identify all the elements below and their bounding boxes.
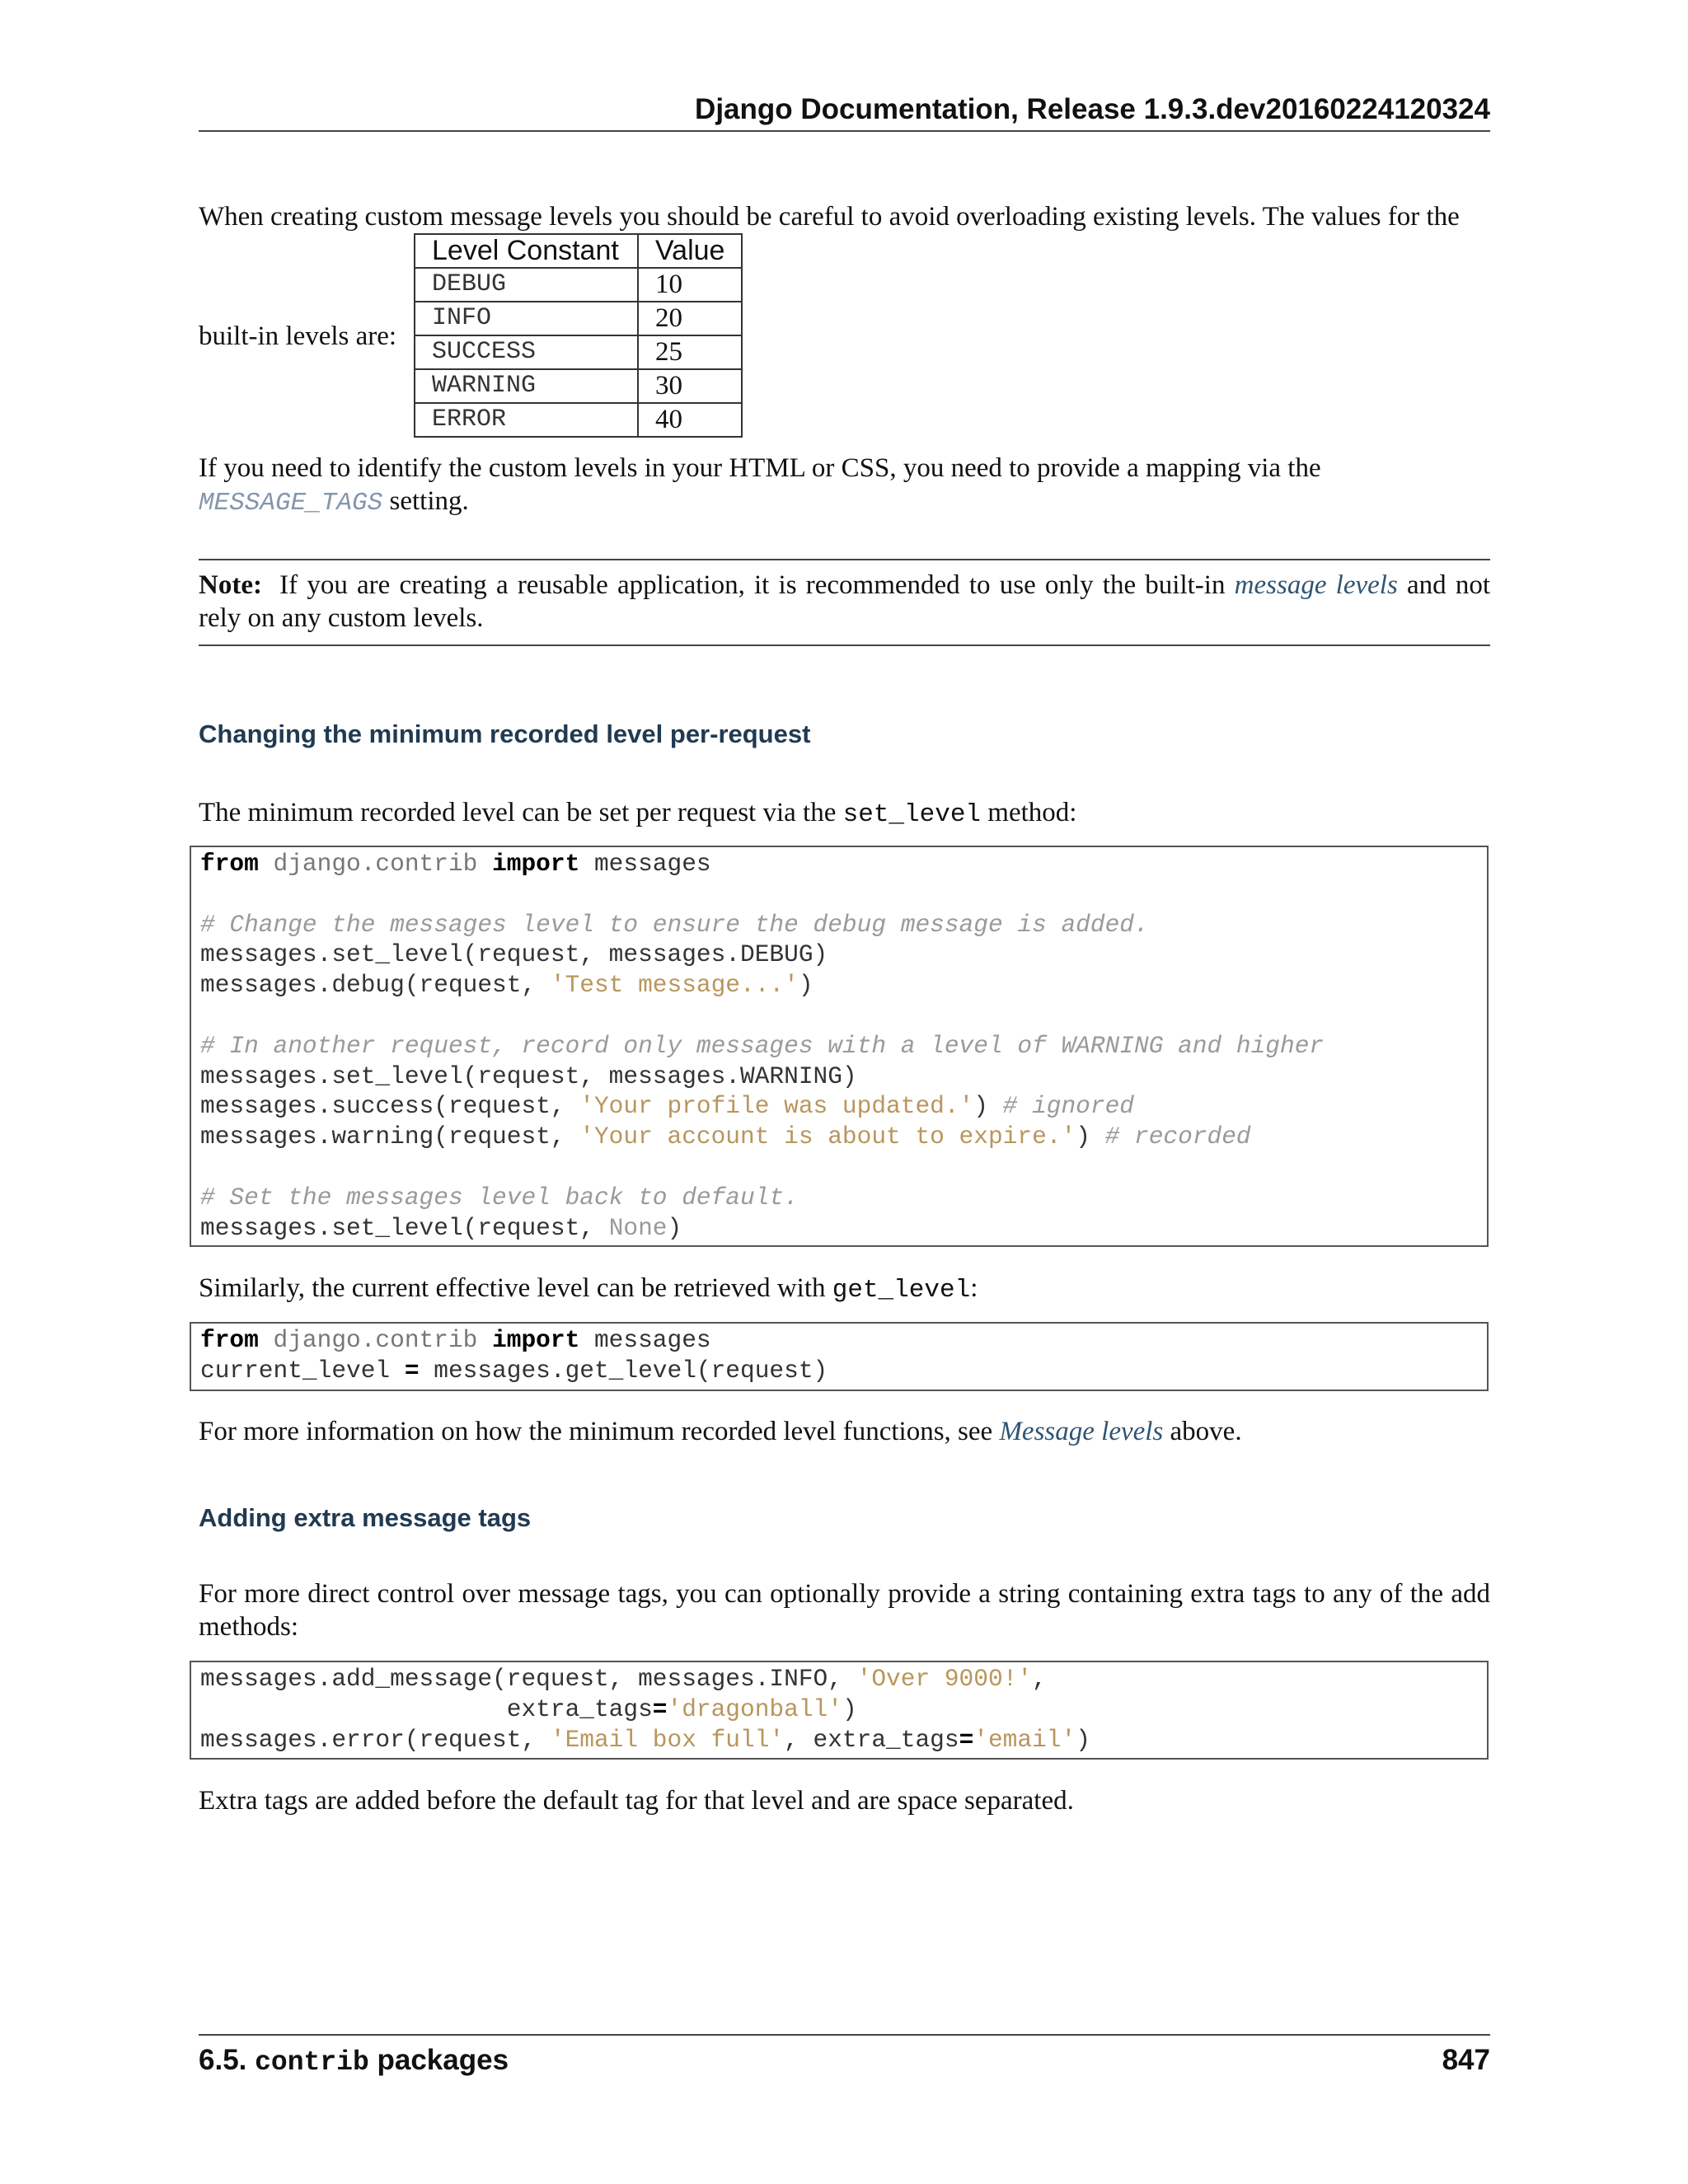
message-levels-link[interactable]: message levels bbox=[1234, 570, 1398, 600]
builtin-levels-label: built-in levels are: bbox=[199, 321, 397, 351]
code-string: 'email' bbox=[973, 1725, 1076, 1754]
custom-levels-tail: setting. bbox=[382, 486, 469, 516]
column-header-level-constant: Level Constant bbox=[415, 234, 638, 268]
get-level-paragraph bbox=[199, 1272, 1490, 1307]
code-text: ) bbox=[667, 1213, 682, 1242]
code-line: messages.set_level(request, messages.DEBUG) bbox=[200, 940, 828, 969]
more-info-text-b: above. bbox=[1163, 1417, 1242, 1446]
page-footer bbox=[199, 2034, 1490, 2081]
message-levels-link[interactable]: Message levels bbox=[999, 1417, 1164, 1446]
code-text: ) bbox=[1076, 1725, 1090, 1754]
page-number: 847 bbox=[1442, 2044, 1490, 2076]
code-comment: # Set the messages level back to default. bbox=[200, 1183, 799, 1212]
code-block-get-level bbox=[190, 1322, 1489, 1391]
code-keyword: from bbox=[200, 1326, 259, 1354]
code-operator: = bbox=[652, 1694, 668, 1723]
section-heading-min-level: Changing the minimum recorded level per-request bbox=[199, 719, 811, 748]
code-text: ) bbox=[798, 971, 814, 1000]
level-name: WARNING bbox=[415, 369, 638, 403]
code-text: messages.get_level(request) bbox=[419, 1356, 828, 1385]
level-name: SUCCESS bbox=[415, 335, 638, 369]
code-comment: # recorded bbox=[1104, 1122, 1251, 1151]
code-keyword: import bbox=[492, 850, 580, 878]
code-keyword: from bbox=[200, 850, 259, 878]
code-text: messages bbox=[593, 850, 711, 878]
code-text: messages.success(request, bbox=[200, 1092, 580, 1121]
set-level-paragraph bbox=[199, 796, 1490, 832]
level-value: 20 bbox=[638, 302, 742, 335]
level-name: INFO bbox=[415, 302, 638, 335]
table-row bbox=[415, 403, 742, 437]
section-heading-extra-tags: Adding extra message tags bbox=[199, 1503, 532, 1532]
code-text: , extra_tags bbox=[784, 1725, 959, 1754]
code-comment: # ignored bbox=[1002, 1092, 1134, 1121]
code-text: ) bbox=[842, 1694, 857, 1723]
code-string: 'Over 9000!' bbox=[856, 1665, 1033, 1693]
more-info-text-a: For more information on how the minimum recorded level functions, see bbox=[199, 1417, 1000, 1446]
get-level-text-b: : bbox=[970, 1273, 978, 1303]
code-string: 'Email box full' bbox=[550, 1725, 785, 1754]
set-level-text-a: The minimum recorded level can be set per request via the bbox=[199, 798, 843, 827]
level-name: DEBUG bbox=[415, 268, 638, 302]
code-text: messages.error(request, bbox=[200, 1725, 551, 1754]
code-block-extra-tags bbox=[190, 1661, 1489, 1760]
note-label: Note: bbox=[199, 570, 262, 600]
code-line: messages.set_level(request, messages.WARNING) bbox=[200, 1062, 857, 1090]
code-text: extra_tags bbox=[200, 1694, 653, 1723]
code-text: messages.debug(request, bbox=[200, 971, 551, 1000]
code-text: current_level bbox=[200, 1356, 405, 1385]
code-string: 'Test message...' bbox=[550, 971, 799, 1000]
code-text: messages.add_message(request, messages.INFO, bbox=[200, 1665, 857, 1693]
more-info-paragraph bbox=[199, 1415, 1490, 1448]
get-level-text-a: Similarly, the current effective level can be retrieved with bbox=[199, 1273, 832, 1303]
code-text: ) bbox=[973, 1092, 1003, 1121]
footer-section-number: 6.5. bbox=[199, 2044, 247, 2076]
level-value: 40 bbox=[638, 403, 742, 437]
code-operator: = bbox=[404, 1356, 420, 1385]
set-level-inline-code: set_level bbox=[842, 800, 982, 829]
intro-paragraph: When creating custom message levels you should be careful to avoid overloading existing levels. The values for the bbox=[199, 202, 1460, 232]
code-text: , bbox=[1032, 1665, 1047, 1693]
custom-levels-paragraph bbox=[199, 452, 1490, 520]
table-row bbox=[415, 369, 742, 403]
level-value: 25 bbox=[638, 335, 742, 369]
table-row bbox=[415, 268, 742, 302]
code-text: messages.warning(request, bbox=[200, 1122, 580, 1151]
message-tags-link[interactable]: MESSAGE_TAGS bbox=[199, 489, 383, 518]
extra-tags-closing-paragraph: Extra tags are added before the default tag for that level and are space separated. bbox=[199, 1786, 1074, 1816]
code-text: messages bbox=[593, 1326, 711, 1354]
levels-table bbox=[414, 233, 743, 438]
footer-section-label: packages bbox=[377, 2044, 509, 2076]
code-operator: = bbox=[959, 1725, 974, 1754]
footer-section-mono: contrib bbox=[255, 2047, 369, 2078]
custom-levels-text: If you need to identify the custom levels in your HTML or CSS, you need to provide a mapping via the bbox=[199, 453, 1321, 483]
running-header: Django Documentation, Release 1.9.3.dev20160224120324 bbox=[199, 89, 1490, 132]
code-block-set-level bbox=[190, 846, 1489, 1247]
level-value: 30 bbox=[638, 369, 742, 403]
get-level-inline-code: get_level bbox=[832, 1276, 971, 1305]
code-string: 'dragonball' bbox=[667, 1694, 842, 1723]
code-module: django.contrib bbox=[273, 850, 478, 878]
table-row bbox=[415, 335, 742, 369]
extra-tags-paragraph: For more direct control over message tags, you can optionally provide a string containing extra tags to any of the add methods: bbox=[199, 1579, 1490, 1642]
level-name: ERROR bbox=[415, 403, 638, 437]
code-string: 'Your account is about to expire.' bbox=[579, 1122, 1076, 1151]
level-value: 10 bbox=[638, 268, 742, 302]
code-text: ) bbox=[1076, 1122, 1105, 1151]
note-text-1: If you are creating a reusable application, it is recommended to use only the built-in bbox=[279, 570, 1235, 600]
table-row bbox=[415, 302, 742, 335]
code-keyword: import bbox=[492, 1326, 580, 1354]
note-text-2: and not rely on any custom levels. bbox=[199, 570, 1491, 633]
note-box bbox=[199, 559, 1490, 646]
code-text: messages.set_level(request, bbox=[200, 1213, 609, 1242]
set-level-text-b: method: bbox=[981, 798, 1077, 827]
column-header-value: Value bbox=[638, 234, 742, 268]
code-constant: None bbox=[608, 1213, 668, 1242]
code-string: 'Your profile was updated.' bbox=[579, 1092, 974, 1121]
code-comment: # Change the messages level to ensure the debug message is added. bbox=[200, 910, 1149, 939]
code-comment: # In another request, record only messages with a level of WARNING and higher bbox=[200, 1031, 1325, 1060]
table-header-row bbox=[415, 234, 742, 268]
code-module: django.contrib bbox=[273, 1326, 478, 1354]
